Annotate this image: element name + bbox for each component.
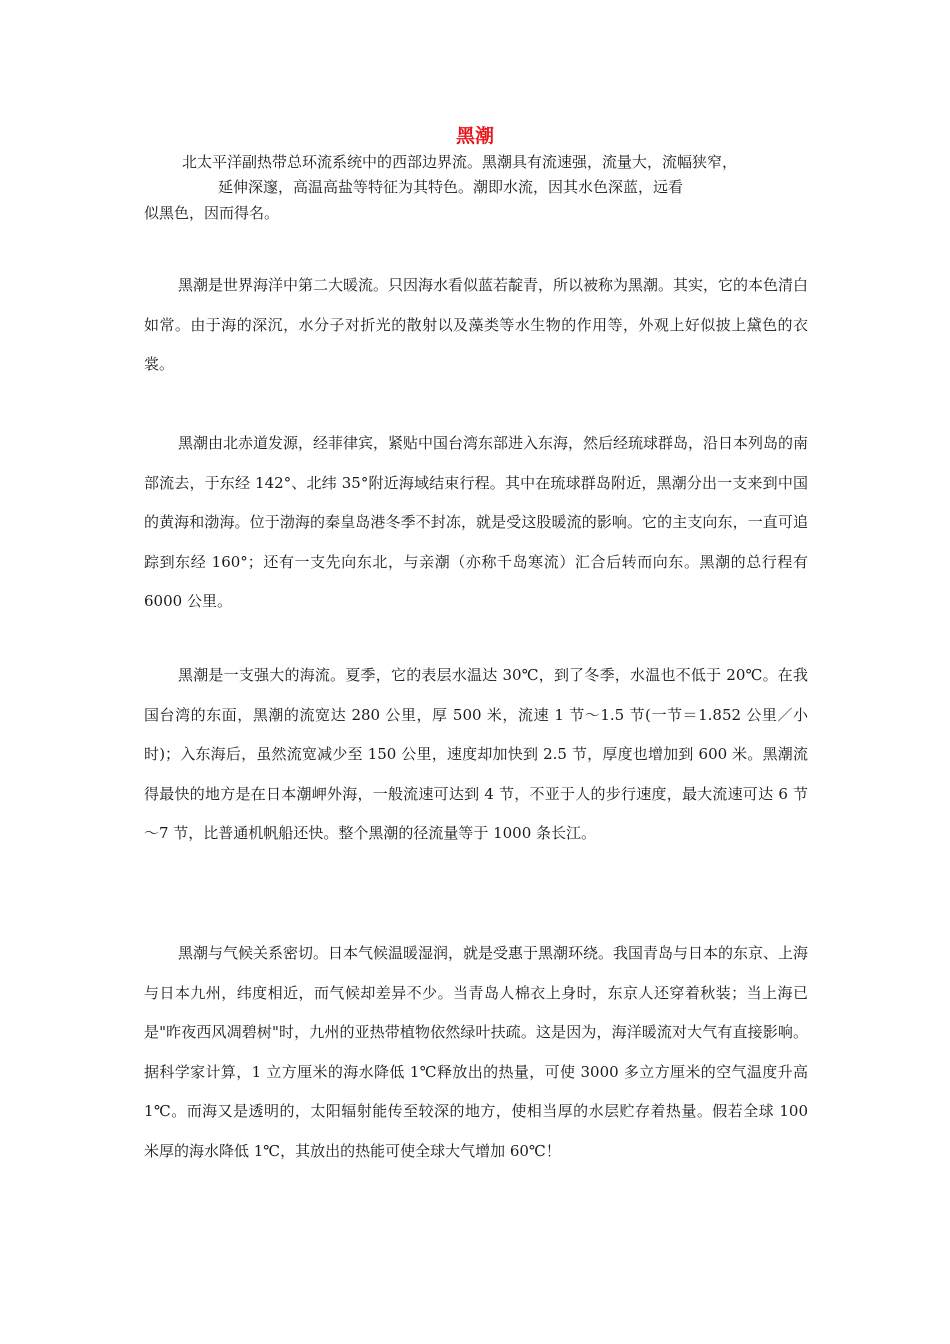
page-title: 黑潮 xyxy=(455,125,494,147)
paragraph-climate: 黑潮与气候关系密切。日本气候温暖湿润，就是受惠于黑潮环绕。我国青岛与日本的东京、上海与日本九州，纬度相近，而气候却差异不少。当青岛人棉衣上身时，东京人还穿着秋装；当上海已是"昨夜西风凋碧树"时，九州的亚热带植物依然绿叶扶疏。这是因为，海洋暖流对大气有直接影响。据科学家计算，1 立方厘米的海水降低 1℃释放出的热量，可使 3000 多立方厘米的空气温度升高 1℃。而海又是透明的，太阳辐射能传至较深的地方，使相当厚的水层贮存着热量。假若全球 100 米厚的海水降低 1℃，其放出的热能可使全球大气增加 60℃！ xyxy=(144,944,809,1160)
intro-line-1: 北太平洋副热带总环流系统中的西部边界流。黑潮具有流速强，流量大，流幅狭窄， xyxy=(182,153,738,171)
paragraph-color-origin: 黑潮是世界海洋中第二大暖流。只因海水看似蓝若靛青，所以被称为黑潮。其实，它的本色清白如常。由于海的深沉，水分子对折光的散射以及藻类等水生物的作用等，外观上好似披上黛色的衣裳。 xyxy=(144,276,809,374)
paragraph-strength: 黑潮是一支强大的海流。夏季，它的表层水温达 30℃，到了冬季，水温也不低于 20℃。在我国台湾的东面，黑潮的流宽达 280 公里，厚 500 米，流速 1 节～1.5 节(一节＝1.852 公里／小时)；入东海后，虽然流宽减少至 150 公里，速度却加快到 2.5 节，厚度也增加到 600 米。黑潮流得最快的地方是在日本潮岬外海，一般流速可达到 4 节，不亚于人的步行速度，最大流速可达 6 节～7 节，比普通机帆船还快。整个黑潮的径流量等于 1000 条长江。 xyxy=(144,666,808,843)
paragraph-route: 黑潮由北赤道发源，经菲律宾，紧贴中国台湾东部进入东海，然后经琉球群岛，沿日本列岛的南部流去，于东经 142°、北纬 35°附近海域结束行程。其中在琉球群岛附近，黑潮分出一支来到中国的黄海和渤海。位于渤海的秦皇岛港冬季不封冻，就是受这股暖流的影响。它的主支向东，一直可追踪到东经 160°；还有一支先向东北，与亲潮（亦称千岛寒流）汇合后转而向东。黑潮的总行程有 6000 公里。 xyxy=(144,434,809,611)
intro-line-3: 似黑色，因而得名。 xyxy=(144,204,280,222)
intro-line-2: 延伸深邃，高温高盐等特征为其特色。潮即水流，因其水色深蓝，远看 xyxy=(218,178,684,196)
